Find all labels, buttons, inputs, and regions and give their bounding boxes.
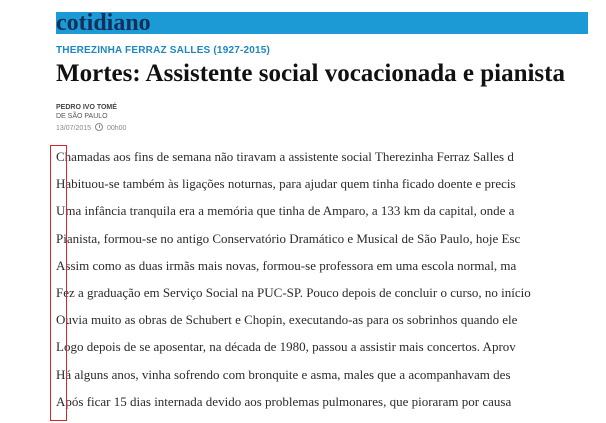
article-paragraph: Habituou-se também às ligações noturnas, para ajudar quem tinha ficado doente e precis: [56, 176, 516, 192]
article-paragraph: Uma infância tranquila era a memória que tinha de Amparo, a 133 km da capital, onde a: [56, 203, 515, 219]
article-paragraph: Logo depois de se aposentar, na década de 1980, passou a assistir mais concertos. Aprov: [56, 339, 516, 355]
article-paragraph: Pianista, formou-se no antigo Conservatório Dramático e Musical de São Paulo, hoje Esc: [56, 230, 521, 246]
section-title[interactable]: cotidiano: [56, 10, 151, 36]
article-headline: Mortes: Assistente social vocacionada e pianista: [56, 60, 565, 87]
page-right-edge: [592, 0, 606, 423]
article-paragraph: Após ficar 15 dias internada devido aos problemas pulmonares, que pioraram por causa: [56, 393, 512, 409]
article-outlet: DE SÃO PAULO: [56, 113, 108, 120]
article-datetime: [56, 123, 126, 132]
article-kicker: THEREZINHA FERRAZ SALLES (1927-2015): [56, 45, 271, 56]
selection-highlight-box: [50, 145, 67, 421]
article-time: 00h00: [106, 125, 127, 132]
article-paragraph: Chamadas aos fins de semana não tiravam a assistente social Therezinha Ferraz Salles d: [56, 149, 514, 164]
clock-icon: [95, 123, 103, 131]
article-paragraph: Ouvia muito as obras de Schubert e Chopin, executando-as para os sobrinhos quando ele: [56, 312, 518, 328]
article-body: [56, 146, 592, 418]
article-paragraph: Assim como as duas irmãs mais novas, formou-se professora em uma escola normal, ma: [56, 257, 517, 273]
article-paragraph: Há alguns anos, vinha sofrendo com bronquite e asma, males que a acompanhavam des: [56, 366, 511, 382]
article-date: 13/07/2015: [56, 125, 92, 132]
article-author: PEDRO IVO TOMÉ: [56, 104, 117, 111]
article-paragraph: Fez a graduação em Serviço Social na PUC-SP. Pouco depois de concluir o curso, no início: [56, 284, 531, 300]
